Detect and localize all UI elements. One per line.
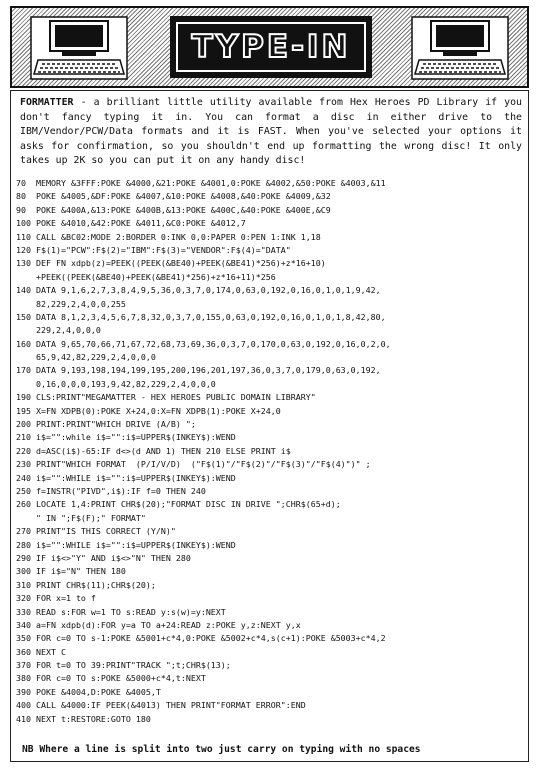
code-line: 200 PRINT:PRINT"WHICH DRIVE (A/B) "; <box>16 419 196 430</box>
code-line: 195 X=FN XDPB(0):POKE X+24,0:X=FN XDPB(1):POKE X+24,0 <box>16 405 281 416</box>
program-listing <box>16 177 526 726</box>
code-line: 220 d=ASC(i$)-65:IF d<>(d AND 1) THEN 210 ELSE PRINT i$ <box>16 445 291 456</box>
code-line: 110 CALL &BC02:MODE 2:BORDER 0:INK 0,0:PAPER 0:PEN 1:INK 1,18 <box>16 231 321 242</box>
code-line: 229,2,4,0,0,0 <box>16 325 101 336</box>
code-line: 120 F$(1)="PCW":F$(2)="IBM":F$(3)="VENDOR":F$(4)="DATA" <box>16 244 291 255</box>
code-line: 260 LOCATE 1,4:PRINT CHR$(20);"FORMAT DISC IN DRIVE ";CHR$(65+d); <box>16 499 341 510</box>
code-line: 390 POKE &4004,D:POKE &4005,T <box>16 686 161 697</box>
computer-icon <box>30 16 128 80</box>
code-line: 80 POKE &4005,&DF:POKE &4007,&10:POKE &4008,&40:POKE &4009,&32 <box>16 191 331 202</box>
code-line: 290 IF i$<>"Y" AND i$<>"N" THEN 280 <box>16 552 191 563</box>
code-line: 400 CALL &4000:IF PEEK(&4013) THEN PRINT"FORMAT ERROR":END <box>16 700 306 711</box>
code-line: 150 DATA 8,1,2,3,4,5,6,7,8,32,0,3,7,0,155,0,63,0,192,0,16,0,1,0,1,8,42,80, <box>16 311 386 322</box>
code-line: 370 FOR t=0 TO 39:PRINT"TRACK ";t;CHR$(13); <box>16 660 231 671</box>
code-line: 170 DATA 9,193,198,194,199,195,200,196,201,197,36,0,3,7,0,179,0,63,0,192, <box>16 365 381 376</box>
code-line: 240 i$="":WHILE i$="":i$=UPPER$(INKEY$):WEND <box>16 472 236 483</box>
code-line: 330 READ s:FOR w=1 TO s:READ y:s(w)=y:NEXT <box>16 606 226 617</box>
code-line: +PEEK((PEEK(&BE40)+PEEK(&BE41)*256)+z*16+11)*256 <box>16 271 276 282</box>
code-line: 210 i$="":while i$="":i$=UPPER$(INKEY$):WEND <box>16 432 236 443</box>
code-line: 340 a=FN xdpb(d):FOR y=a TO a+24:READ z:POKE y,z:NEXT y,x <box>16 619 301 630</box>
code-line: 100 POKE &4010,&42:POKE &4011,&C0:POKE &4012,7 <box>16 218 246 229</box>
code-line: 250 f=INSTR("PIVD",i$):IF f=0 THEN 240 <box>16 485 206 496</box>
page-title: TYPE-IN <box>191 29 351 65</box>
code-line: 350 FOR c=0 TO s-1:POKE &5001+c*4,0:POKE &5002+c*4,s(c+1):POKE &5003+c*4,2 <box>16 633 386 644</box>
code-line: 140 DATA 9,1,6,2,7,3,8,4,9,5,36,0,3,7,0,174,0,63,0,192,0,16,0,1,0,1,9,42, <box>16 285 381 296</box>
code-line: 70 MEMORY &3FFF:POKE &4000,&21:POKE &4001,0:POKE &4002,&50:POKE &4003,&11 <box>16 178 386 188</box>
code-line: 380 FOR c=0 TO s:POKE &5000+c*4,t:NEXT <box>16 673 206 684</box>
code-line: 130 DEF FN xdpb(z)=PEEK((PEEK(&BE40)+PEEK(&BE41)*256)+z*16+10) <box>16 258 326 269</box>
code-line: 280 i$="":WHILE i$="":i$=UPPER$(INKEY$):WEND <box>16 539 236 550</box>
code-line: 90 POKE &400A,&13:POKE &400B,&13:POKE &400C,&40:POKE &400E,&C9 <box>16 204 331 215</box>
code-line: 190 CLS:PRINT"MEGAMATTER - HEX HEROES PUBLIC DOMAIN LIBRARY" <box>16 392 316 403</box>
program-name: FORMATTER <box>20 97 74 108</box>
code-line: 0,16,0,0,0,193,9,42,82,229,2,4,0,0,0 <box>16 378 216 389</box>
computer-icon <box>411 16 509 80</box>
code-line: 320 FOR x=1 to f <box>16 593 96 604</box>
code-line: 160 DATA 9,65,70,66,71,67,72,68,73,69,36,0,3,7,0,170,0,63,0,192,0,16,0,2,0, <box>16 338 391 349</box>
intro-paragraph <box>20 96 522 169</box>
intro-text: - a brilliant little utility available from Hex Heroes PD Library if you don't fancy typing it in. You can format a disc in either drive to the IBM/Vendor/PCW/Data formats and it is FAST. When you've selected your options it asks for confirmation, so you shouldn't end up formatting the wrong disc! It only takes up 2K so you can put it on any handy disc! <box>20 97 522 167</box>
header-banner <box>10 6 529 88</box>
code-line: " IN ";F$(F);" FORMAT" <box>16 512 146 523</box>
code-line: 300 IF i$="N" THEN 180 <box>16 566 126 577</box>
code-line: 270 PRINT"IS THIS CORRECT (Y/N)" <box>16 526 176 537</box>
code-line: 360 NEXT C <box>16 646 66 657</box>
code-line: 410 NEXT t:RESTORE:GOTO 180 <box>16 713 151 724</box>
code-line: 230 PRINT"WHICH FORMAT (P/I/V/D) ("F$(1)"/"F$(2)"/"F$(3)"/"F$(4)")" ; <box>16 459 371 470</box>
footnote: NB Where a line is split into two just carry on typing with no spaces <box>22 744 421 755</box>
code-line: 82,229,2,4,0,0,255 <box>16 298 126 309</box>
title-box <box>170 16 372 78</box>
code-line: 310 PRINT CHR$(11);CHR$(20); <box>16 579 156 590</box>
code-line: 65,9,42,82,229,2,4,0,0,0 <box>16 352 156 363</box>
